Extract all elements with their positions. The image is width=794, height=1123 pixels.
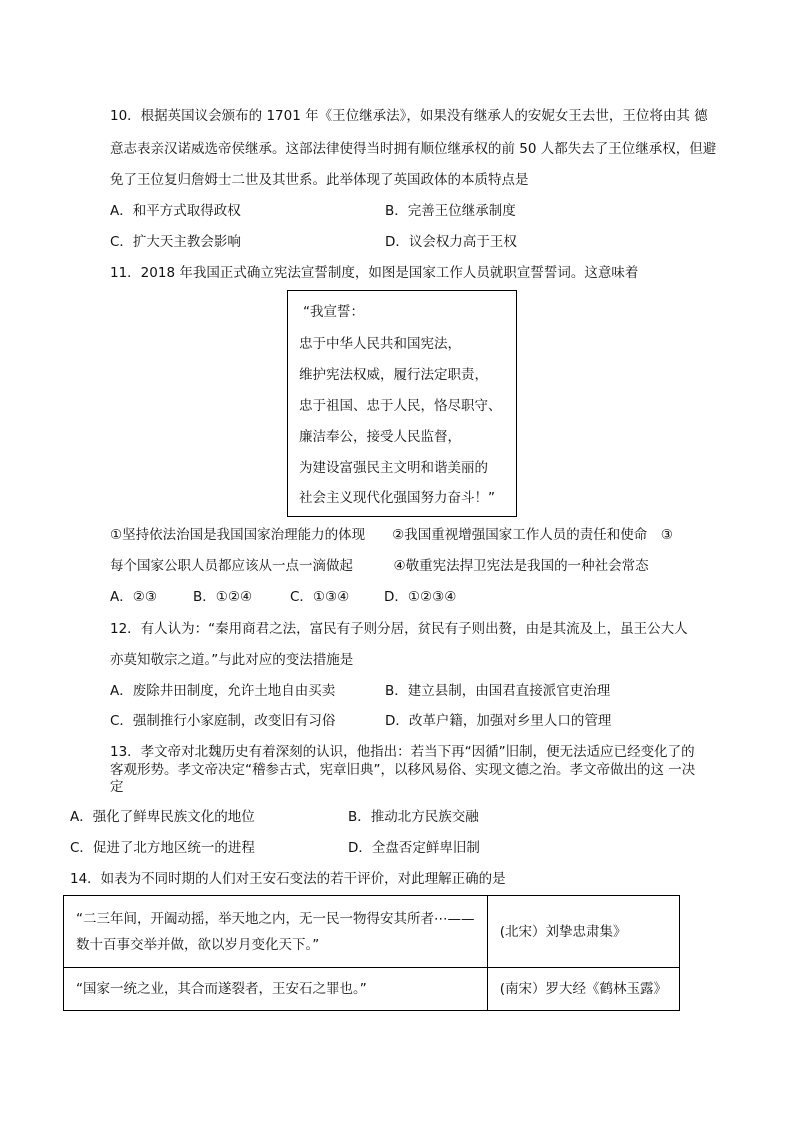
quote-cell: [64, 896, 488, 968]
q11-option-d: D．①②③④: [384, 589, 457, 605]
q12-option-b: B．建立县制，由国君直接派官吏治理: [385, 683, 611, 699]
q10-stem-line3: 免了王位复归詹姆士二世及其世系。此举体现了英国政体的本质特点是: [110, 172, 529, 188]
source-cell: (南宋）罗大经《鹤林玉露》: [487, 968, 679, 1011]
table-row: [64, 896, 680, 968]
q13-option-d: D．全盘否定鲜卑旧制: [348, 840, 480, 856]
oath-line-2: 忠于中华人民共和国宪法，: [299, 336, 461, 352]
quote-line: “国家一统之业，其合而遂裂者，王安石之罪也。”: [76, 981, 367, 997]
q10-stem-line2: 意志表亲汉诺威选帝侯继承。这部法律使得当时拥有顺位继承权的前 50 人都失去了王位继承权，但避: [110, 141, 717, 157]
q12-option-d: D．改革户籍，加强对乡里人口的管理: [385, 713, 612, 729]
q14-stem: 14．如表为不同时期的人们对王安石变法的若干评价，对此理解正确的是: [70, 871, 506, 887]
q13-stem-line3: 定: [110, 779, 124, 795]
q11-stem: 11．2018 年我国正式确立宪法宣誓制度，如图是国家工作人员就职宣誓誓词。这意味着: [110, 265, 639, 281]
evaluation-table: [63, 895, 680, 1011]
oath-line-3: 维护宪法权威，履行法定职责，: [299, 367, 488, 383]
quote-line: “二三年间，开阖动摇，举天地之内，无一民一物得安其所者⋯——: [76, 910, 475, 927]
table-row: [64, 968, 680, 1011]
q13-stem-line2: 客观形势。孝文帝决定“稽参古式，宪章旧典”，以移风易俗、实现文德之治。孝文帝做出的这 一决: [110, 762, 696, 778]
q12-option-c: C．强制推行小家庭制，改变旧有习俗: [110, 713, 336, 729]
oath-line-7: 社会主义现代化强国努力奋斗！”: [299, 490, 495, 506]
q13-option-b: B．推动北方民族交融: [348, 809, 479, 825]
q10-option-d: D．议会权力高于王权: [385, 234, 517, 250]
q12-stem-line1: 12．有人认为：“秦用商君之法，富民有子则分居，贫民有子则出赘，由是其流及上，虽王公大人: [110, 621, 688, 637]
q11-option-a: A．②③: [110, 589, 157, 605]
q10-option-a: A．和平方式取得政权: [110, 203, 241, 219]
q10-stem-line1: 10．根据英国议会颁布的 1701 年《王位继承法》，如果没有继承人的安妮女王去世，王位将由其 德: [110, 108, 708, 124]
q11-option-c: C．①③④: [290, 589, 350, 605]
q11-items-line2: 每个国家公职人员都应该从一点一滴做起 ④敬重宪法捍卫宪法是我国的一种社会常态: [110, 558, 649, 574]
oath-line-6: 为建设富强民主文明和谐美丽的: [299, 460, 488, 476]
q13-option-c: C．促进了北方地区统一的进程: [70, 840, 255, 856]
oath-line-5: 廉洁奉公，接受人民监督，: [299, 429, 461, 445]
q11-option-b: B．①②④: [193, 589, 253, 605]
q10-option-c: C．扩大天主教会影响: [110, 234, 241, 250]
quote-cell: [64, 968, 488, 1011]
q11-items-line1: ①坚持依法治国是我国国家治理能力的体现 ②我国重视增强国家工作人员的责任和使命 ③: [110, 527, 673, 543]
q10-option-b: B．完善王位继承制度: [385, 203, 516, 219]
q12-stem-line2: 亦莫知敬宗之道。”与此对应的变法措施是: [110, 652, 354, 668]
oath-line-1: “我宣誓：: [303, 304, 364, 320]
quote-line: 数十百事交举并做，欲以岁月变化天下。”: [76, 936, 320, 953]
q12-option-a: A．废除井田制度，允许土地自由买卖: [110, 683, 336, 699]
q13-stem-line1: 13．孝文帝对北魏历史有着深刻的认识，他指出：若当下再“因循”旧制，便无法适应已经变化了的: [110, 744, 695, 760]
q13-option-a: A．强化了鲜卑民族文化的地位: [70, 809, 255, 825]
source-cell: (北宋）刘挚忠肃集》: [487, 896, 679, 968]
oath-line-4: 忠于祖国、忠于人民，恪尽职守、: [299, 398, 502, 414]
